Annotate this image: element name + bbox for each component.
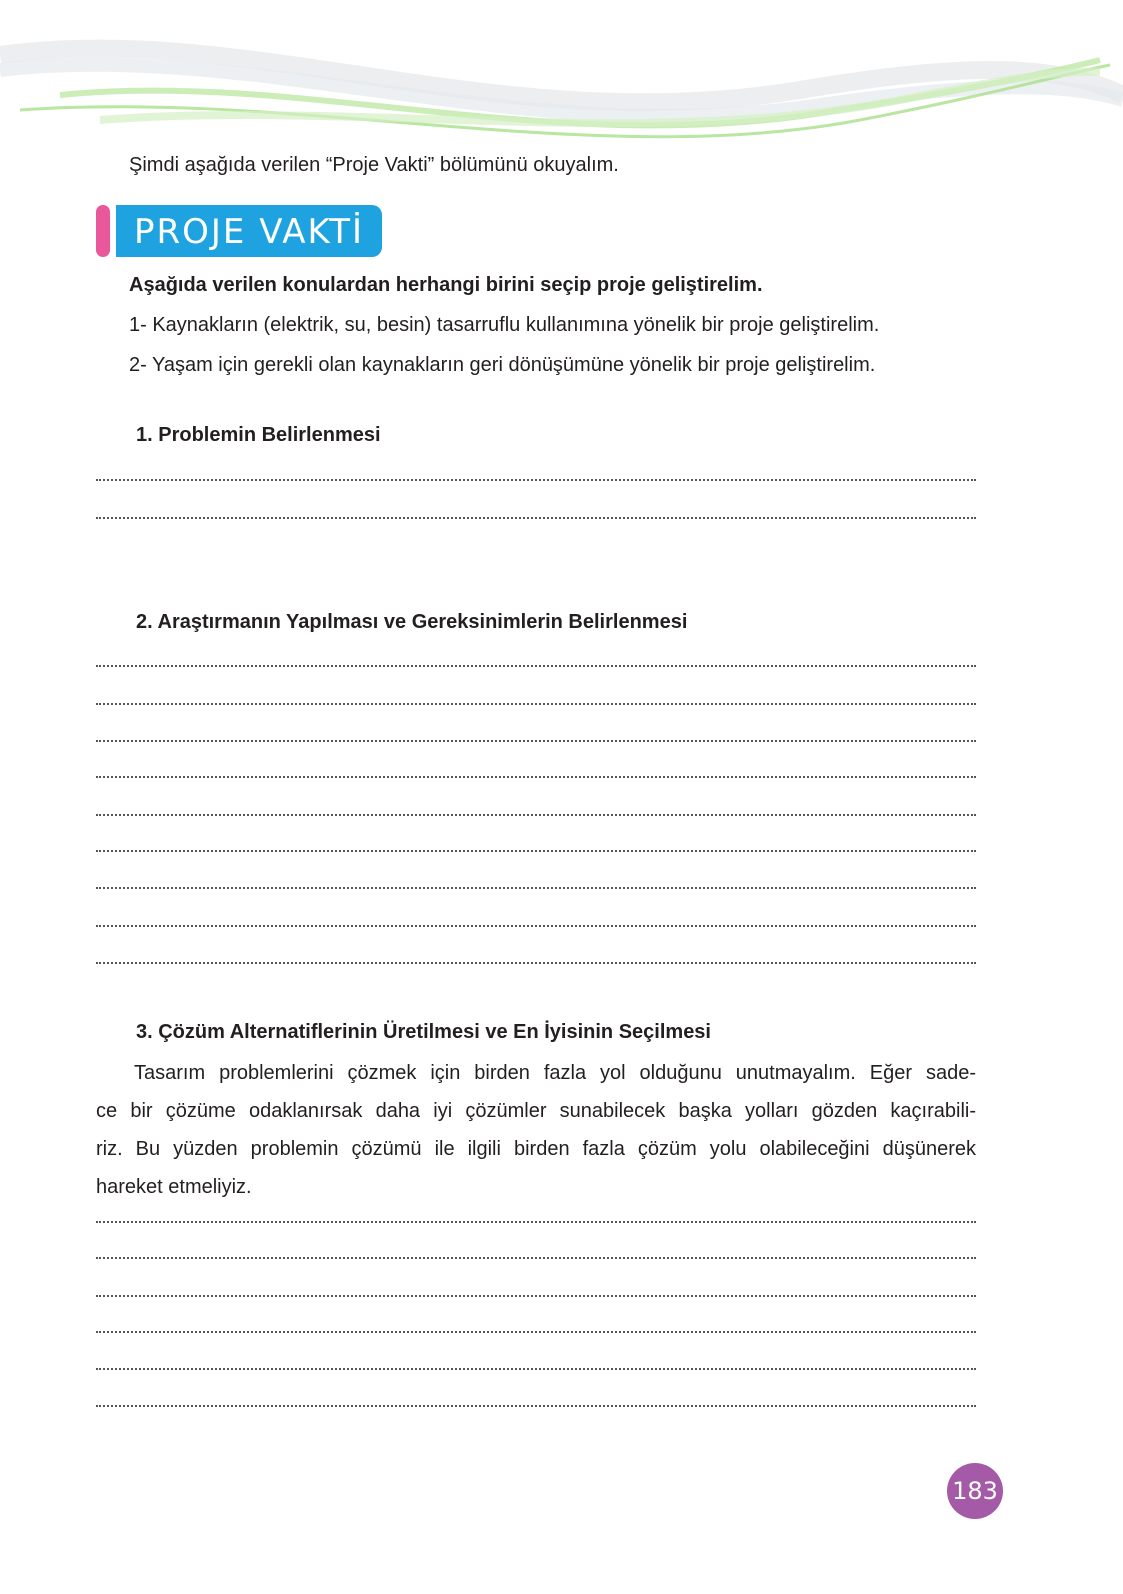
answer-line[interactable] [96, 517, 976, 519]
section-3-title: 3. Çözüm Alternatiflerinin Üretilmesi ve En İyisinin Seçilmesi [136, 1021, 711, 1043]
intro-text: Şimdi aşağıda verilen “Proje Vakti” bölümünü okuyalım. [129, 154, 619, 176]
banner-accent [96, 205, 110, 257]
section-1-title: 1. Problemin Belirlenmesi [136, 424, 381, 446]
page-number-badge: 183 [947, 1463, 1003, 1519]
answer-line[interactable] [96, 887, 976, 889]
answer-line[interactable] [96, 1331, 976, 1333]
answer-line[interactable] [96, 665, 976, 667]
paragraph-line: hareket etmeliyiz. [96, 1176, 252, 1198]
answer-line[interactable] [96, 479, 976, 481]
option-2: 2- Yaşam için gerekli olan kaynakların geri dönüşümüne yönelik bir proje geliştirelim. [129, 354, 876, 376]
section-3-paragraph [96, 1054, 976, 1206]
answer-line[interactable] [96, 850, 976, 852]
instruction-text: Aşağıda verilen konulardan herhangi birini seçip proje geliştirelim. [129, 274, 763, 296]
answer-line[interactable] [96, 703, 976, 705]
option-1: 1- Kaynakların (elektrik, su, besin) tasarruflu kullanımına yönelik bir proje geliştirelim. [129, 314, 880, 336]
banner-title: PROJE VAKTİ [116, 205, 382, 257]
answer-line[interactable] [96, 814, 976, 816]
answer-line[interactable] [96, 925, 976, 927]
paragraph-line: Tasarım problemlerini çözmek için birden fazla yol olduğunu unutmayalım. Eğer sade- [134, 1062, 976, 1084]
paragraph-line: ce bir çözüme odaklanırsak daha iyi çözümler sunabilecek başka yolları gözden kaçırabili- [96, 1100, 976, 1122]
answer-line[interactable] [96, 962, 976, 964]
answer-line[interactable] [96, 1405, 976, 1407]
answer-line[interactable] [96, 1257, 976, 1259]
answer-line[interactable] [96, 1368, 976, 1370]
decorative-wave-header [0, 0, 1123, 160]
section-2-title: 2. Araştırmanın Yapılması ve Gereksinimlerin Belirlenmesi [136, 611, 688, 633]
answer-line[interactable] [96, 1221, 976, 1223]
answer-line[interactable] [96, 740, 976, 742]
answer-line[interactable] [96, 1295, 976, 1297]
answer-line[interactable] [96, 776, 976, 778]
paragraph-line: riz. Bu yüzden problemin çözümü ile ilgili birden fazla çözüm yolu olabileceğini düşünerek [96, 1138, 976, 1160]
